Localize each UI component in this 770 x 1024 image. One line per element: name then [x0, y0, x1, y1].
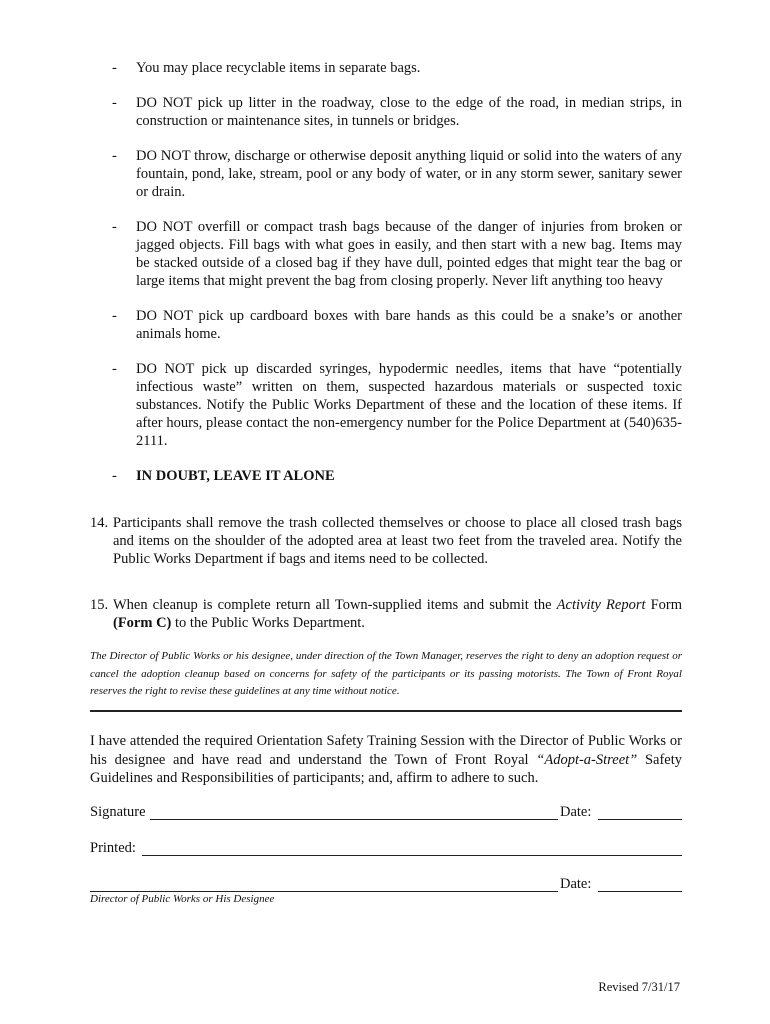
director-caption: Director of Public Works or His Designee [90, 893, 275, 905]
bullet-roadway [112, 94, 682, 130]
item-15-post: to the Public Works Department. [171, 615, 365, 631]
item-15-mid: Form [645, 597, 683, 613]
guideline-bullet-list [112, 59, 682, 502]
bullet-dash: - [112, 468, 117, 484]
bullet-syringes [112, 360, 682, 450]
bullet-dash: - [112, 308, 117, 324]
bullet-dash: - [112, 95, 117, 111]
section-divider [90, 710, 682, 712]
director-signature-field[interactable] [90, 891, 558, 892]
bullet-dash: - [112, 148, 117, 164]
date-label: Date: [560, 876, 592, 892]
bullet-recyclables [112, 59, 682, 77]
date-label: Date: [560, 804, 592, 820]
bullet-cardboard [112, 307, 682, 343]
printed-label: Printed: [90, 840, 136, 856]
bullet-dash: - [112, 60, 117, 76]
form-c-label: (Form C) [113, 615, 172, 631]
item-15 [90, 596, 682, 632]
signature-row [90, 804, 682, 822]
bullet-text: You may place recyclable items in separate bags. [136, 60, 421, 76]
item-15-text [90, 596, 682, 632]
item-15-pre: 15. When cleanup is complete return all Town-supplied items and submit the [90, 597, 557, 613]
bullet-text: DO NOT pick up discarded syringes, hypodermic needles, items that have “potentially infectious waste” written on them, suspected hazardous materials or suspected toxic substances. Notify the Public Works Department of these and the location of these items. If after hours, please contact the non-emergency number for the Police Department at (540)635-2111. [136, 361, 682, 449]
bullet-text: IN DOUBT, LEAVE IT ALONE [136, 468, 335, 484]
bullet-in-doubt [112, 467, 682, 485]
printed-row [90, 840, 682, 858]
attestation-pre: I have attended the required Orientation Safety Training Session with the Director of Public Works or his designee and have read and understand the Town of Front Royal [90, 733, 682, 768]
item-14 [90, 514, 682, 568]
signature-field[interactable] [150, 819, 558, 820]
disclaimer-text: The Director of Public Works or his designee, under direction of the Town Manager, reserves the right to deny an adoption request or cancel the adoption cleanup based on concerns for safety of the participants or its passing motorists. The Town of Front Royal reserves the right to revise these guidelines at any time without notice. [90, 650, 682, 697]
director-signature-row [90, 876, 682, 894]
attestation-paragraph [90, 732, 682, 788]
bullet-dash: - [112, 219, 117, 235]
bullet-text: DO NOT pick up litter in the roadway, close to the edge of the road, in median strips, in construction or maintenance sites, in tunnels or bridges. [136, 95, 682, 129]
item-14-text: 14. Participants shall remove the trash collected themselves or choose to place all closed trash bags and items on the shoulder of the adopted area at least two feet from the traveled area. Notify the Public Works Department if bags and items need to be collected. [90, 515, 682, 567]
bullet-text: DO NOT pick up cardboard boxes with bare hands as this could be a snake’s or another animals home. [136, 308, 682, 342]
bullet-overfill [112, 218, 682, 290]
program-name: “Adopt-a-Street” [536, 751, 638, 768]
activity-report-name: Activity Report [556, 597, 646, 613]
bullet-waters [112, 147, 682, 201]
bullet-text: DO NOT throw, discharge or otherwise deposit anything liquid or solid into the waters of any fountain, pond, lake, stream, pool or any body of water, or in any storm sewer, sanitary sewer or drain. [136, 148, 682, 200]
revision-date: Revised 7/31/17 [598, 980, 680, 994]
signature-date-field[interactable] [598, 819, 682, 820]
printed-name-field[interactable] [142, 855, 682, 856]
attestation-post: Safety Guidelines and Responsibilities of participants; and, affirm to adhere to such. [90, 751, 682, 786]
director-date-field[interactable] [598, 891, 682, 892]
signature-label: Signature [90, 804, 146, 820]
bullet-text: DO NOT overfill or compact trash bags because of the danger of injuries from broken or jagged objects. Fill bags with what goes in easily, and then start with a new bag. Items may be stacked outside of a closed bag if they have dull, pointed edges that might tear the bag or large items that might prevent the bag from closing properly. Never lift anything too heavy [136, 219, 682, 289]
bullet-dash: - [112, 361, 117, 377]
